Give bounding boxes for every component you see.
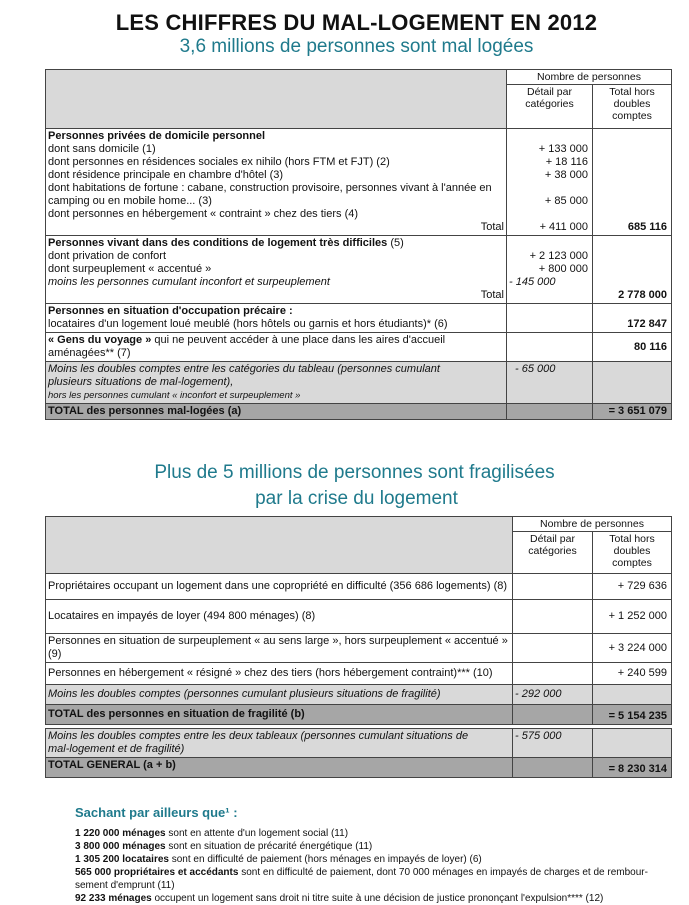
note-text: occupent un logement sans droit ni titre suite à une décision de justice prononçant l'expulsion**** (12)	[151, 893, 604, 904]
table-row	[46, 129, 672, 236]
table-mal-logement	[45, 69, 672, 420]
list-item	[75, 866, 675, 892]
row-label: Moins les doubles comptes (personnes cumulant plusieurs situations de fragilité)	[46, 685, 513, 705]
note-bold: 92 233 ménages	[75, 893, 152, 904]
header-detail: Détail par catégories	[507, 85, 593, 129]
list-item	[75, 840, 675, 853]
page-title: LES CHIFFRES DU MAL-LOGEMENT EN 2012	[115, 10, 598, 35]
total-value: = 8 230 314	[593, 758, 672, 778]
row-label: Personnes en situation de surpeuplement « au sens large », hors surpeuplement « accentué » (9)	[46, 634, 513, 663]
table-row	[46, 574, 672, 600]
note-text: sont en situation de précarité énergétique (11)	[165, 841, 373, 852]
section-title: « Gens du voyage »	[48, 334, 152, 346]
table-row	[46, 333, 672, 362]
total-value: + 729 636	[593, 574, 672, 600]
row-label: dont surpeuplement « accentué »	[48, 263, 212, 275]
header-empty-cell	[46, 70, 507, 129]
note-text: sont en attente d'un logement social (11)	[165, 828, 349, 839]
list-item	[75, 853, 675, 866]
table-row	[46, 634, 672, 663]
detail-value: + 85 000	[544, 195, 588, 207]
row-label: Locataires en impayés de loyer (494 800 ménages) (8)	[46, 600, 513, 634]
note-bold: 3 800 000 ménages	[75, 841, 166, 852]
table-row	[46, 304, 672, 333]
note-bold: 1 305 200 locataires	[75, 854, 169, 865]
notes-block	[75, 806, 675, 905]
detail-value: - 145 000	[509, 276, 556, 288]
row-label: locataires d'un logement loué meublé (hors hôtels ou garnis et hors étudiants)* (6)	[48, 318, 448, 330]
detail-value: + 800 000	[538, 263, 588, 275]
list-item	[75, 827, 675, 840]
header-empty-cell	[46, 517, 513, 574]
detail-value: - 292 000	[513, 685, 593, 705]
table-total-general	[45, 728, 672, 778]
row-label: dont privation de confort	[48, 250, 167, 262]
detail-value: + 2 123 000	[529, 250, 588, 262]
total-label: Total	[480, 221, 504, 233]
note-text: sont en difficulté de paiement (hors ménages en impayés de loyer) (6)	[168, 854, 482, 865]
notes-title: Sachant par ailleurs que¹ :	[75, 805, 238, 820]
header-detail: Détail par catégories	[513, 532, 593, 574]
header-group: Nombre de personnes	[513, 517, 672, 532]
table-row	[46, 729, 672, 758]
row-label: plusieurs situations de mal-logement),	[48, 376, 234, 388]
total-label: TOTAL GENERAL (a + b)	[46, 758, 513, 778]
section-heading: par la crise du logement	[255, 488, 458, 509]
row-label: Moins les doubles comptes entre les catégories du tableau (personnes cumulant	[48, 363, 440, 375]
note-text: sont en difficulté de paiement, dont 70 000 ménages en impayés de charges et de rembour-sement d'emprunt (11)	[75, 867, 648, 891]
total-value: 2 778 000	[618, 289, 667, 301]
page-subtitle: 3,6 millions de personnes sont mal logées	[179, 36, 534, 57]
table-row	[46, 663, 672, 685]
total-value: 172 847	[627, 318, 667, 330]
total-value: + 1 252 000	[593, 600, 672, 634]
row-label: mal-logement et de fragilité)	[48, 743, 185, 755]
total-value: 685 116	[627, 221, 667, 233]
row-label: dont résidence principale en chambre d'hôtel (3)	[48, 169, 284, 181]
total-value: + 240 599	[593, 663, 672, 685]
total-value: + 3 224 000	[593, 634, 672, 663]
table-row	[46, 600, 672, 634]
row-label: Personnes en hébergement « résigné » chez des tiers (hors hébergement contraint)*** (10)	[46, 663, 513, 685]
total-label: Total	[480, 289, 504, 301]
header-group: Nombre de personnes	[507, 70, 672, 85]
header-total: Total hors doubles comptes	[593, 532, 672, 574]
note-bold: 565 000 propriétaires et accédants	[75, 867, 239, 878]
row-label: dont sans domicile (1)	[48, 143, 156, 155]
table-row	[46, 758, 672, 778]
table-fragilite	[45, 516, 672, 725]
detail-value: + 18 116	[545, 156, 588, 168]
total-label: TOTAL des personnes en situation de fragilité (b)	[46, 705, 513, 725]
table-row	[46, 705, 672, 725]
row-label: Moins les doubles comptes entre les deux tableaux (personnes cumulant situations de	[48, 730, 469, 742]
note-bold: 1 220 000 ménages	[75, 828, 166, 839]
detail-total: + 411 000	[539, 221, 588, 233]
detail-value: + 38 000	[544, 169, 588, 181]
row-label: dont habitations de fortune : cabane, construction provisoire, personnes vivant à l'année en	[48, 182, 492, 194]
table-row	[46, 236, 672, 304]
detail-value: - 575 000	[513, 729, 593, 758]
row-label: dont personnes en hébergement « contraint » chez des tiers (4)	[48, 208, 359, 220]
row-label: hors les personnes cumulant « inconfort et surpeuplement »	[48, 390, 301, 401]
table-row	[46, 404, 672, 420]
table-row	[46, 685, 672, 705]
row-label: dont personnes en résidences sociales ex nihilo (hors FTM et FJT) (2)	[48, 156, 390, 168]
grand-total-label: TOTAL des personnes mal-logées (a)	[46, 404, 507, 420]
row-label: moins les personnes cumulant inconfort et surpeuplement	[48, 276, 330, 288]
section-ref: (5)	[390, 237, 404, 249]
section-title: Personnes en situation d'occupation précaire :	[48, 305, 293, 317]
section-title: Personnes privées de domicile personnel	[48, 130, 266, 142]
row-label: camping ou en mobile home... (3)	[48, 195, 212, 207]
list-item	[75, 892, 675, 905]
section-heading: Plus de 5 millions de personnes sont fragilisées	[154, 462, 555, 483]
grand-total-value: = 3 651 079	[593, 404, 672, 420]
row-label: qui ne peuvent accéder à une place dans les aires d'accueil aménagées** (7)	[48, 334, 446, 359]
total-value: = 5 154 235	[593, 705, 672, 725]
row-label: Propriétaires occupant un logement dans une copropriété en difficulté (356 686 logements) (8)	[46, 574, 513, 600]
table-row	[46, 362, 672, 404]
header-total: Total hors doubles comptes	[593, 85, 672, 129]
detail-value: + 133 000	[538, 143, 588, 155]
section-title: Personnes vivant dans des conditions de logement très difficiles	[48, 237, 388, 249]
total-value: 80 116	[593, 333, 672, 362]
detail-value: - 65 000	[507, 362, 593, 404]
